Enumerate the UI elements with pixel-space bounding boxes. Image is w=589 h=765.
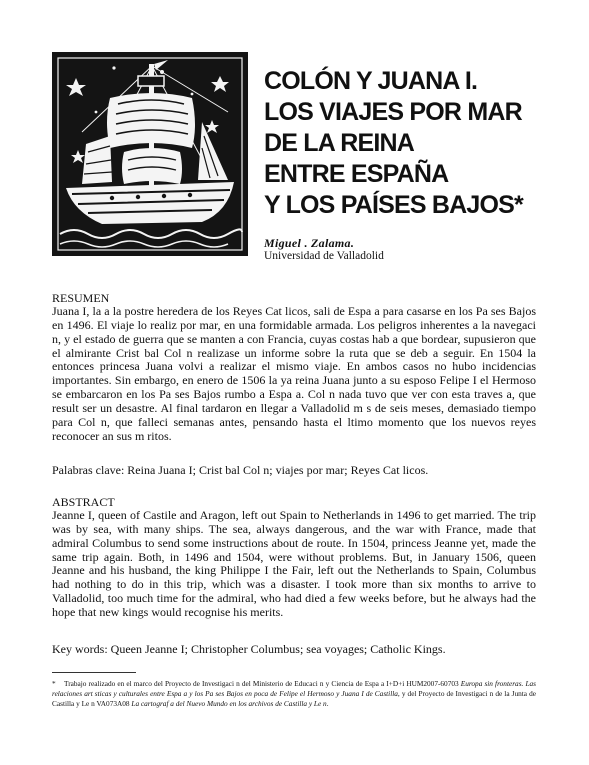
title-line: ENTRE ESPAÑA (264, 160, 449, 188)
resumen-section (52, 291, 536, 443)
title-line: LOS VIAJES POR MAR (264, 98, 522, 126)
footnote-text: , y del Proyecto de Investigaci n de la Junta de Castilla y Le n VA073A08 (52, 689, 536, 708)
footnote-text: Trabajo realizado en el marco del Proyecto de Investigaci n del Ministerio de Educaci n y Ciencia de Espa a I+D+i HUM2007-60703 (64, 679, 461, 688)
footnote-project-title: Europa sin fronteras. Las relaciones art sticas y culturales entre Espa a y los Pa ses Bajos en poca de Felipe el Hermoso y Juana I de Castilla (52, 679, 536, 698)
abstract-text: Jeanne I, queen of Castile and Aragon, left out Spain to Netherlands in 1496 to get married. The trip was by sea, with many ships. The sea, always dangerous, and the war with France, made that admiral Columbus to send some instructions about de route. In 1504, princess Jeanne yet, made the same trip again. Both, in 1496 and 1504, were without problems. But, in January 1506, queen Jeanne and his husband, the king Philippe I the Fair, left out the Netherlands to Spain, Columbus had nothing to do in this trip, which was a disaster. I took more than six months to arrive to Valladolid, too much time for the admiral, who had died a few weeks before, but he always had the hope that new kings would recognise his merits. (52, 508, 536, 619)
author-affiliation: Universidad de Valladolid (264, 250, 384, 262)
title-line: COLÓN Y JUANA I. (264, 67, 478, 95)
caravel-woodcut-illustration (52, 52, 248, 256)
footnote-text: . (326, 699, 329, 708)
abstract-heading: ABSTRACT (52, 495, 115, 509)
abstract-section (52, 495, 536, 620)
resumen-heading: RESUMEN (52, 291, 110, 305)
footnote-mark: * (52, 679, 56, 688)
author-name: Miguel . Zalama. (264, 236, 355, 250)
footnote (52, 679, 536, 709)
abstract-keywords: Key words: Queen Jeanne I; Christopher Columbus; sea voyages; Catholic Kings. (52, 642, 446, 656)
article-title (264, 66, 564, 221)
title-line: Y LOS PAÍSES BAJOS* (264, 191, 523, 219)
resumen-keywords: Palabras clave: Reina Juana I; Crist bal Col n; viajes por mar; Reyes Cat licos. (52, 463, 429, 477)
footnote-divider (52, 672, 136, 673)
footnote-project-title: La cartograf a del Nuevo Mundo en los archivos de Castilla y Le n (131, 699, 327, 708)
title-line: DE LA REINA (264, 129, 415, 157)
resumen-text: Juana I, la a la postre heredera de los Reyes Cat licos, sali de Espa a para casarse en los Pa ses Bajos en 1496. El viaje lo realiz por mar, en una formidable armada. Los peligros inherentes a la navegaci n, y el estado de guerra que se manten a con Francia, cuyas costas hab a que bordear, supusieron que el almirante Crist bal Col n realizase un informe sobre la ruta que se deb a seguir. En 1504 la entonces princesa Juana volvi a realizar el mismo viaje. En ambos casos no hubo incidencias importantes. Sin embargo, en enero de 1506 la ya reina Juana junto a su esposo Felipe I el Hermoso se embarcaron en los Pa ses Bajos rumbo a Espa a. Col n nada tuvo que ver con esta traves a, que result ser un desastre. Al final tardaron en llegar a Valladolid m s de seis meses, demasiado tiempo para Col n, que falleci semanas antes, pensando hasta el ltimo momento que los nuevos reyes reconocer an sus m ritos. (52, 304, 536, 443)
